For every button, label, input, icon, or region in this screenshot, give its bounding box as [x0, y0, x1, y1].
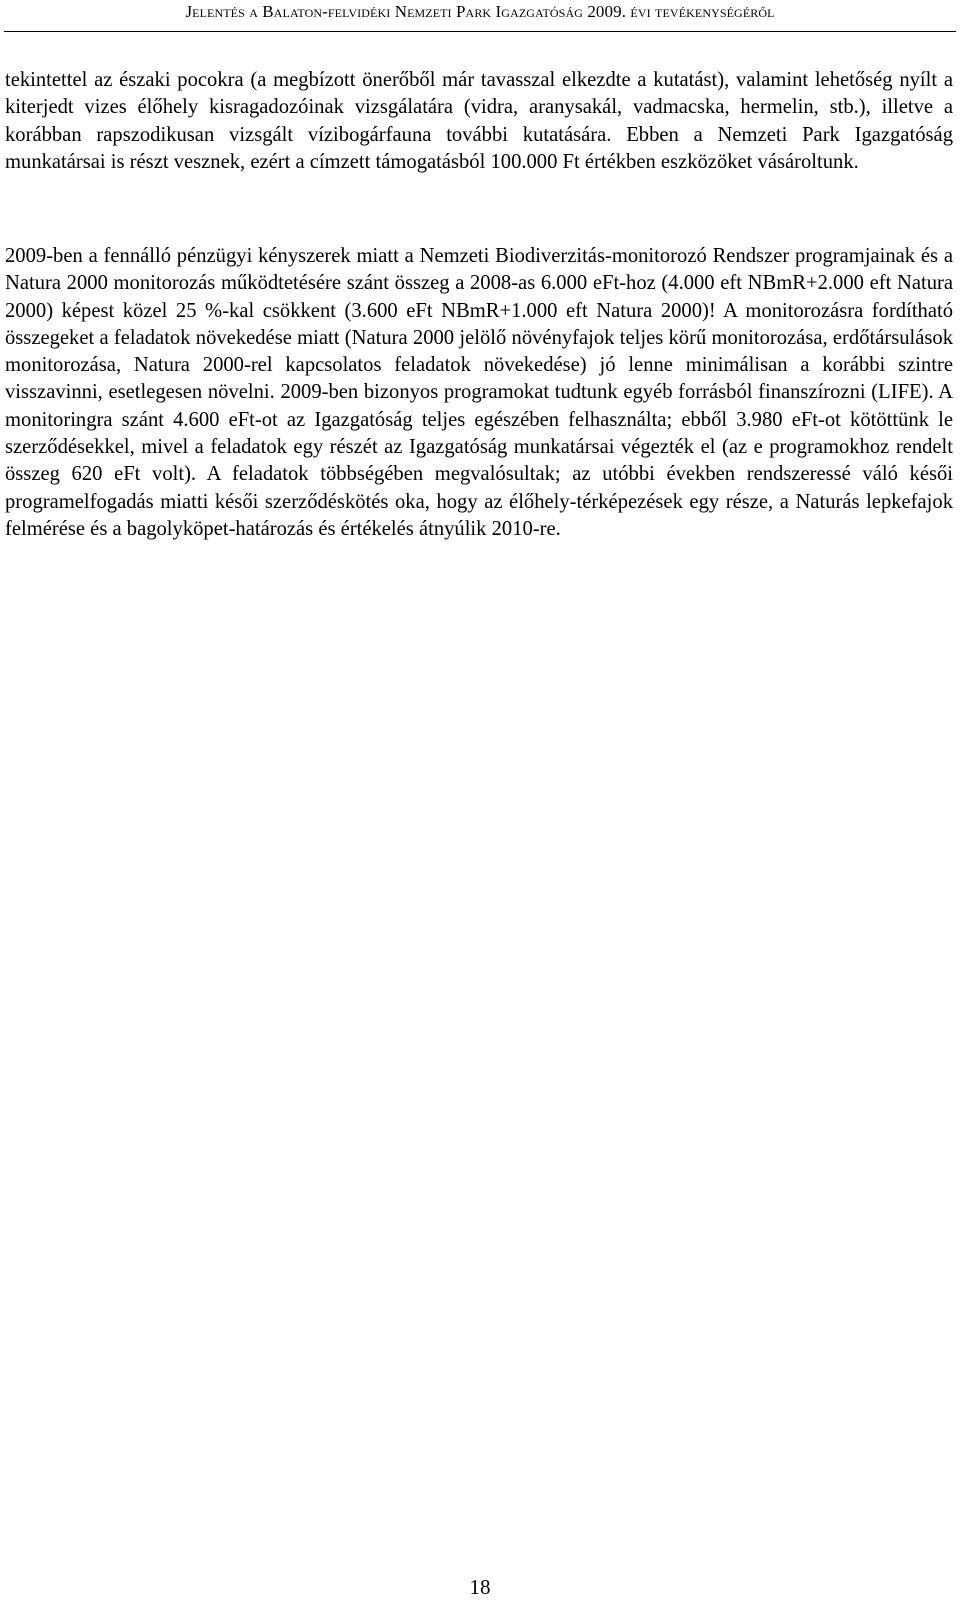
- page-number: 18: [469, 1575, 491, 1599]
- header-divider: [4, 31, 956, 32]
- paragraph-text: tekintettel az északi pocokra (a megbízott önerőből már tavasszal elkezdte a kutatást), valamint lehetőség nyílt a kiterjedt vizes élőhely kisragadozóinak vizsgálatára (vidra, aranysakál, vadmacska, hermelin, stb.), illetve a korábban rapszodikusan vizsgált vízibogárfauna további kutatására. Ebben a Nemzeti Park Igazgatóság munkatársai is részt vesznek, ezért a címzett támogatásból 100.000 Ft értékben eszközöket vásároltunk.: [5, 69, 953, 173]
- paragraph-2: [5, 243, 953, 543]
- paragraph-text: 2009-ben a fennálló pénzügyi kényszerek miatt a Nemzeti Biodiverzitás-monitorozó Rendszer programjainak és a Natura 2000 monitorozás működtetésére szánt összeg a 2008-as 6.000 eFt-hoz (4.000 eft NBmR+2.000 eft Natura 2000) képest közel 25 %-kal csökkent (3.600 eFt NBmR+1.000 eft Natura 2000)! A monitorozásra fordítható összegeket a feladatok növekedése miatt (Natura 2000 jelölő növényfajok teljes körű monitorozása, erdőtársulások monitorozása, Natura 2000-rel kapcsolatos feladatok növekedése) jó lenne minimálisan a korábbi szintre visszavinni, esetlegesen növelni. 2009-ben bizonyos programokat tudtunk egyéb forrásból finanszírozni (LIFE). A monitoringra szánt 4.600 eFt-ot az Igazgatóság teljes egészében felhasználta; ebből 3.980 eFt-ot kötöttünk le szerződésekkel, mivel a feladatok egy részét az Igazgatóság munkatársai végezték el (az e programokhoz rendelt összeg 620 eFt volt). A feladatok többségében megvalósultak; az utóbbi években rendszeressé váló késői programelfogadás miatti késői szerződéskötés oka, hogy az élőhely-térképezések egy része, a Naturás lepkefajok felmérése és a bagolyköpet-határozás és értékelés átnyúlik 2010-re.: [5, 245, 953, 540]
- paragraph-1: [5, 67, 953, 176]
- running-header: Jelentés a Balaton-felvidéki Nemzeti Park Igazgatóság 2009. évi tevékenységéről: [185, 2, 775, 21]
